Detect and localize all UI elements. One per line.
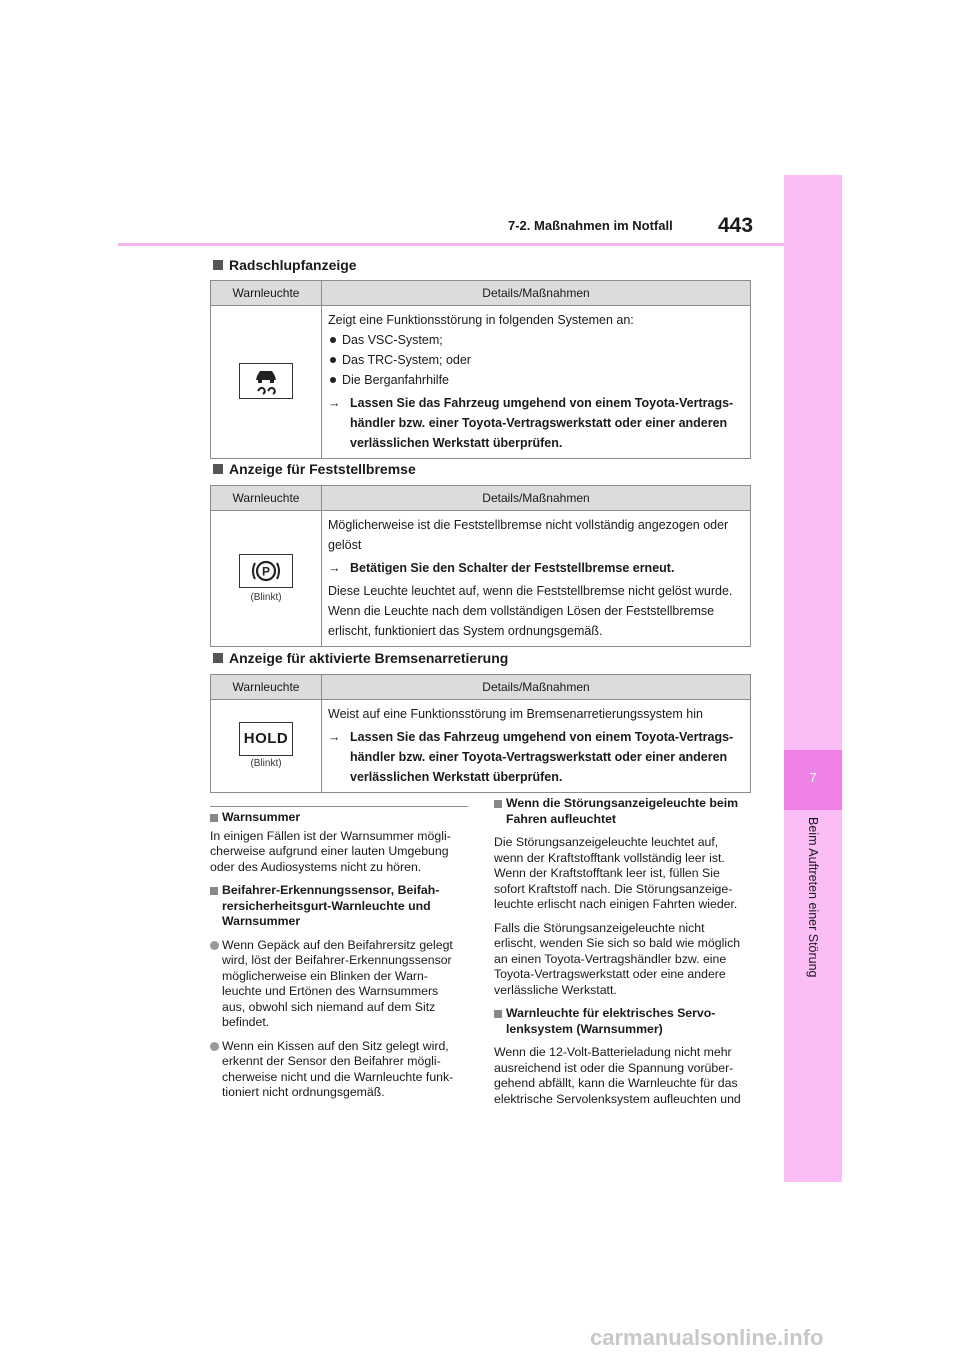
square-bullet-icon (213, 260, 223, 270)
note-bullet: Wenn ein Kissen auf den Sitz gelegt wird, erkennt der Sensor den Beifahrer mögli- cherweise nicht und die Warnleuchte funk- tioniert nicht ordnungsgemäß. (210, 1039, 472, 1101)
action-instruction: → Lassen Sie das Fahrzeug umgehend von einem Toyota-Vertrags- händler bzw. einer Toyota-Vertragswerkstatt oder einer anderen verlässlichen Werkstatt überprüfen. (328, 727, 744, 787)
chapter-title: Beim Auftreten einer Störung (806, 817, 820, 978)
arrow-icon: → (328, 730, 341, 744)
bullet-item: Das TRC-System; oder (328, 350, 744, 370)
note-heading: Beifahrer-Erkennungssensor, Beifah- rersicherheitsgurt-Warnleuchte und Warnsummer (210, 883, 472, 930)
chapter-number: 7 (809, 770, 817, 785)
details-cell (322, 306, 751, 459)
chapter-title-wrap (784, 817, 842, 1017)
note-heading: Warnsummer (210, 810, 472, 827)
icon-cell (211, 306, 322, 459)
icon-caption: (Blinkt) (250, 758, 282, 769)
page-number: 443 (718, 214, 754, 237)
icon-caption: (Blinkt) (250, 591, 282, 603)
note-paragraph: Falls die Störungsanzeigeleuchte nicht erlischt, wenden Sie sich so bald wie möglich an einen Toyota-Vertragshändler bzw. eine Toyota-Vertragswerkstatt oder eine andere verlässliche Werkstatt. (494, 920, 741, 997)
note-paragraph: In einigen Fällen ist der Warnsummer mögli- cherweise aufgrund einer lauten Umgebung oder des Audiosystems nicht zu hören. (210, 828, 451, 874)
note-paragraph: Die Störungsanzeigeleuchte leuchtet auf, wenn der Kraftstofftank vollständig leer ist. Wenn der Kraftstofftank leer ist, füllen Sie sofort Kraftstoff nach. Die Störungsanzeige- leuchte erlischt nach einigen Fahrten wieder. (494, 835, 738, 911)
col-header-details: Details/Maßnahmen (322, 675, 751, 700)
warning-table-brake-hold (210, 674, 751, 793)
note-paragraph: Wenn die 12-Volt-Batterieladung nicht mehr ausreichend ist oder die Spannung vorüber- gehend abfällt, kann die Warnleuchte für das elektrische Servolenksystem aufleuchten und (494, 1045, 741, 1106)
action-instruction: → Betätigen Sie den Schalter der Feststellbremse erneut. (328, 558, 744, 578)
bullet-dot-icon (330, 377, 336, 383)
details-intro: Zeigt eine Funktionsstörung in folgenden Systemen an: (328, 313, 634, 327)
icon-cell (211, 700, 322, 793)
details-cell: Weist auf eine Funktionsstörung im Bremsenarretierungssystem hin → Lassen Sie das Fahrzeug umgehend von einem Toyota-Vertrags- händler bzw. einer Toyota-Vertragswerkstatt oder einer anderen verlässlichen Werkstatt überprüfen. (322, 700, 751, 793)
arrow-icon: → (328, 396, 341, 410)
col-header-light: Warnleuchte (211, 675, 322, 700)
section-heading-wheel-slip (213, 256, 357, 274)
svg-text:P: P (261, 564, 271, 578)
section-heading-text: Radschlupfanzeige (229, 257, 357, 273)
col-header-light: Warnleuchte (211, 281, 322, 306)
skid-indicator-icon (239, 363, 293, 399)
circle-bullet-icon (210, 1042, 219, 1051)
section-heading-parking-brake (213, 460, 416, 478)
chapter-side-tab (784, 175, 842, 1182)
hold-indicator-icon: HOLD (239, 722, 293, 756)
bullet-item: Das VSC-System; (328, 330, 744, 350)
square-bullet-icon (494, 800, 502, 808)
header-rule (118, 243, 784, 246)
warning-table-parking-brake (210, 485, 751, 647)
notes-left-column (210, 810, 472, 1109)
square-bullet-icon (494, 1010, 502, 1018)
details-cell: Möglicherweise ist die Feststellbremse nicht vollständig angezogen oder gelöst → Betätigen Sie den Schalter der Feststellbremse erneut. Diese Leuchte leuchtet auf, wenn die Feststellbremse nicht gelöst wurde. Wenn die Leuchte nach dem vollständigen Lösen der Feststellbremse erlischt, funktioniert das System ordnungsgemäß. (322, 511, 751, 647)
action-instruction: → Lassen Sie das Fahrzeug umgehend von einem Toyota-Vertrags- händler bzw. einer Toyota-Vertragswerkstatt oder einer anderen verlässlichen Werkstatt überprüfen. (328, 393, 744, 453)
notes-right-column (494, 796, 756, 1115)
icon-cell (211, 511, 322, 647)
section-heading-text: Anzeige für aktivierte Bremsenarretierung (229, 650, 509, 666)
arrow-icon: → (328, 561, 341, 575)
parking-brake-icon (239, 554, 293, 588)
square-bullet-icon (210, 814, 218, 822)
warning-table-wheel-slip (210, 280, 751, 459)
circle-bullet-icon (210, 941, 219, 950)
square-bullet-icon (213, 653, 223, 663)
square-bullet-icon (210, 887, 218, 895)
note-bullet: Wenn Gepäck auf den Beifahrersitz gelegt wird, löst der Beifahrer-Erkennungssensor möglicherweise ein Blinken der Warn- leuchte und Ertönen des Warnsummers aus, obwohl sich niemand auf dem Sitz befindet. (210, 938, 472, 1031)
bullet-item: Die Berganfahrhilfe (328, 370, 744, 390)
watermark-link[interactable]: carmanualsonline.info (590, 1325, 824, 1350)
section-heading-text: Anzeige für Feststellbremse (229, 461, 416, 477)
notes-divider (210, 806, 468, 807)
square-bullet-icon (213, 464, 223, 474)
note-heading: Warnleuchte für elektrisches Servo- lenksystem (Warnsummer) (494, 1006, 756, 1037)
note-heading: Wenn die Störungsanzeigeleuchte beim Fahren aufleuchtet (494, 796, 756, 827)
col-header-details: Details/Maßnahmen (322, 486, 751, 511)
section-title: 7-2. Maßnahmen im Notfall (508, 218, 673, 233)
bullet-dot-icon (330, 357, 336, 363)
col-header-details: Details/Maßnahmen (322, 281, 751, 306)
bullet-dot-icon (330, 337, 336, 343)
section-heading-brake-hold (213, 649, 508, 667)
col-header-light: Warnleuchte (211, 486, 322, 511)
